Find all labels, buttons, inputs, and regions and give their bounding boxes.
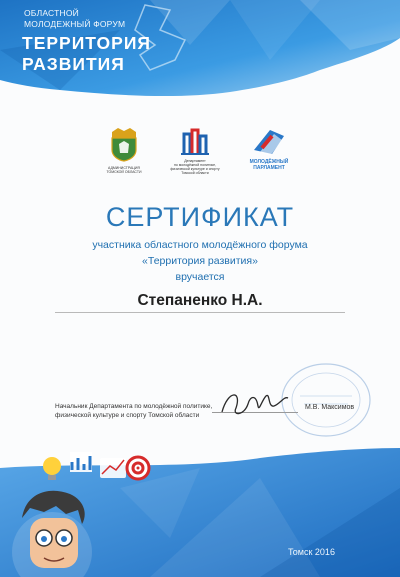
logos-row <box>0 122 400 182</box>
signer-position <box>55 402 212 420</box>
department-caption-1: Департамент <box>184 159 206 163</box>
department-caption-3: физической культуре и спорту <box>170 167 220 171</box>
admin-caption-2: ТОМСКОЙ ОБЛАСТИ <box>106 170 142 174</box>
admin-caption-1: АДМИНИСТРАЦИЯ <box>108 166 140 170</box>
lightbulb-icon <box>43 457 61 475</box>
recipient-underline <box>55 312 345 313</box>
parliament-caption-2: ПАРЛАМЕНТ <box>253 165 285 171</box>
ideas-icons <box>38 448 158 488</box>
coat-of-arms-icon <box>108 126 140 162</box>
signer-position-line1: Начальник Департамента по молодёжной политике, <box>55 403 213 410</box>
certificate-title: СЕРТИФИКАТ <box>105 202 295 232</box>
forum-title-line1: ТЕРРИТОРИЯ <box>22 33 151 53</box>
certificate-line-1: участника областного молодёжного форума <box>92 239 308 251</box>
signer-name: М.В. Максимов <box>305 404 355 411</box>
city-year: Томск 2016 <box>288 547 335 557</box>
forum-label-line2: МОЛОДЕЖНЫЙ ФОРУМ <box>24 19 126 29</box>
forum-label-line1: ОБЛАСТНОЙ <box>24 8 79 18</box>
certificate-line-3: вручается <box>175 271 225 283</box>
forum-title-line2: РАЗВИТИЯ <box>22 54 125 74</box>
recipient-name: Степаненко Н.А. <box>137 292 263 309</box>
department-logo-icon <box>178 126 212 156</box>
signer-position-line2: физической культуре и спорту Томской области <box>55 412 200 419</box>
handwritten-signature-icon <box>218 386 302 420</box>
parliament-caption-1: МОЛОДЁЖНЫЙ <box>249 159 289 165</box>
department-caption-4: Томской области <box>181 171 209 175</box>
department-caption-2: по молодёжной политике, <box>174 163 216 167</box>
certificate-line-2: «Территория развития» <box>142 255 258 267</box>
youth-parliament-logo-icon <box>250 126 288 158</box>
